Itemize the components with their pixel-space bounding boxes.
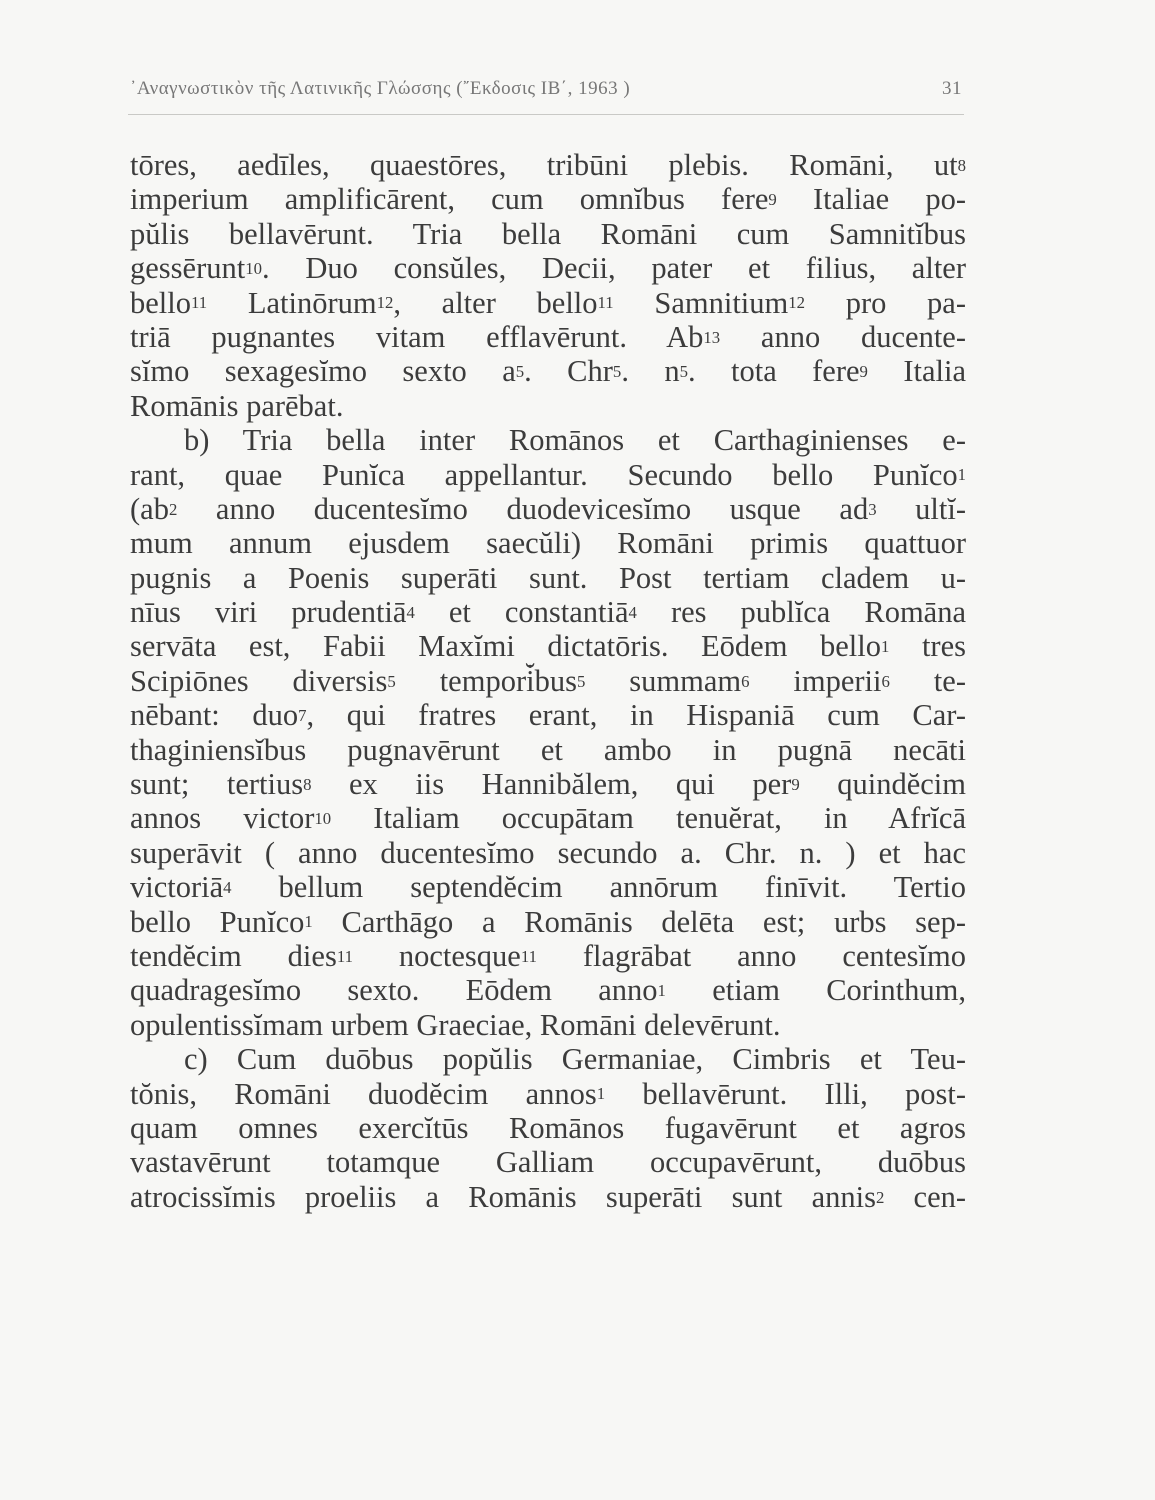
text-line: opulentissĭmam urbem Graeciae, Romāni delevērunt. <box>130 1007 781 1042</box>
text-line: atrocissĭmis proeliis a Romānis superāti sunt annis$^2$ cen- <box>130 1179 967 1214</box>
text-line: nēbant: duo$^7$, qui fratres erant, in Hispaniā cum Car- <box>130 698 966 733</box>
text-line: sunt; tertius$^8$ ex iis Hannibălem, qui per$^9$ quindĕcim <box>130 767 966 802</box>
text-line: superāvit ( anno ducentesĭmo secundo a. Chr. n. ) et hac <box>130 835 966 870</box>
header-title: ᾽Αναγνωστικὸν τῆς Λατινικῆς Γλώσσης (῎Εκδοσις ΙΒ΄, 1963 ) <box>130 78 631 99</box>
header-rule <box>128 114 964 115</box>
text-line: triā pugnantes vitam efflavērunt. Ab$^{13}$ anno ducente- <box>130 319 966 354</box>
text-line: Romānis parēbat. <box>130 388 344 423</box>
text-line: bello$^{11}$ Latinōrum$^{12}$, alter bello$^{11}$ Samnitium$^{12}$ pro pa- <box>130 285 966 320</box>
text-line: quam omnes exercĭtūs Romānos fugavērunt et agros <box>130 1110 966 1145</box>
text-line: ($ab^2$ anno ducentesĭmo duodevicesĭmo usque $ad^3$ ultĭ- <box>130 491 966 526</box>
text-line: b) Tria bella inter Romānos et Carthaginienses e- <box>184 423 966 458</box>
running-head <box>130 78 962 100</box>
text-line: gessērunt$^{10}$. Duo consŭles, Decii, pater et filius, alter <box>130 251 966 286</box>
text-line: mum annum ejusdem saecŭli) Romāni primis quattuor <box>130 526 966 561</box>
text-line: tŏnis, Romāni duodĕcim annos$^1$ bellavērunt. Illi, post- <box>130 1076 966 1111</box>
text-line: quadragesĭmo sexto. Eōdem anno$^1$ etiam Corinthum, <box>130 973 966 1008</box>
text-line: tōres, aedīles, quaestōres, tribūni plebis. Romāni, $ut^8$ <box>130 148 966 182</box>
text-line: bello Punĭco$^1$ Carthāgo a Romānis delēta est; urbs sep- <box>130 904 966 939</box>
text-line: c) Cum duōbus popŭlis Germaniae, Cimbris et Teu- <box>184 1042 966 1077</box>
text-line: nīus viri prudentiā$^4$ et constantiā$^4$ res publĭca Romāna <box>130 595 966 630</box>
text-line: vastavērunt totamque Galliam occupavērunt, duōbus <box>130 1145 966 1180</box>
text-line: imperium amplificārent, cum omnĭbus fere$^9$ Italiae po- <box>130 182 966 217</box>
body-text <box>130 148 966 1214</box>
text-line: pŭlis bellavērunt. Tria bella Romāni cum Samnitĭbus <box>130 216 966 251</box>
text-line: victoriā$^4$ bellum septendĕcim annōrum finīvit. Tertio <box>130 870 966 905</box>
text-line: tendĕcim dies$^{11}$ noctesque$^{11}$ flagrābat anno centesĭmo <box>130 938 966 973</box>
text-line: rant, quae Punĭca appellantur. Secundo bello Punĭco$^1$ <box>130 457 966 492</box>
text-line: servāta est, Fabii Maxĭmi dictatōris. Eōdem bello$^1$ tres <box>130 629 966 664</box>
text-line: thaginiensĭbus pugnavērunt et ambo in pugnā necāti <box>130 732 966 767</box>
page-number: 31 <box>942 78 962 99</box>
text-line: annos victor$^{10}$ Italiam occupātam tenuĕrat, in Afrĭcā <box>130 801 966 836</box>
text-line: sĭmo sexagesĭmo sexto $a^5$. Chr$^5$. $n^5$. tota fere$^9$ Italia <box>130 354 966 389</box>
text-line: pugnis a Poenis superāti sunt. Post tertiam cladem u- <box>130 560 966 595</box>
text-line: Scipiōnes diversis$^5$ tempori̇̆bus$^5$ summam$^6$ imperii$^6$ te- <box>130 663 966 698</box>
